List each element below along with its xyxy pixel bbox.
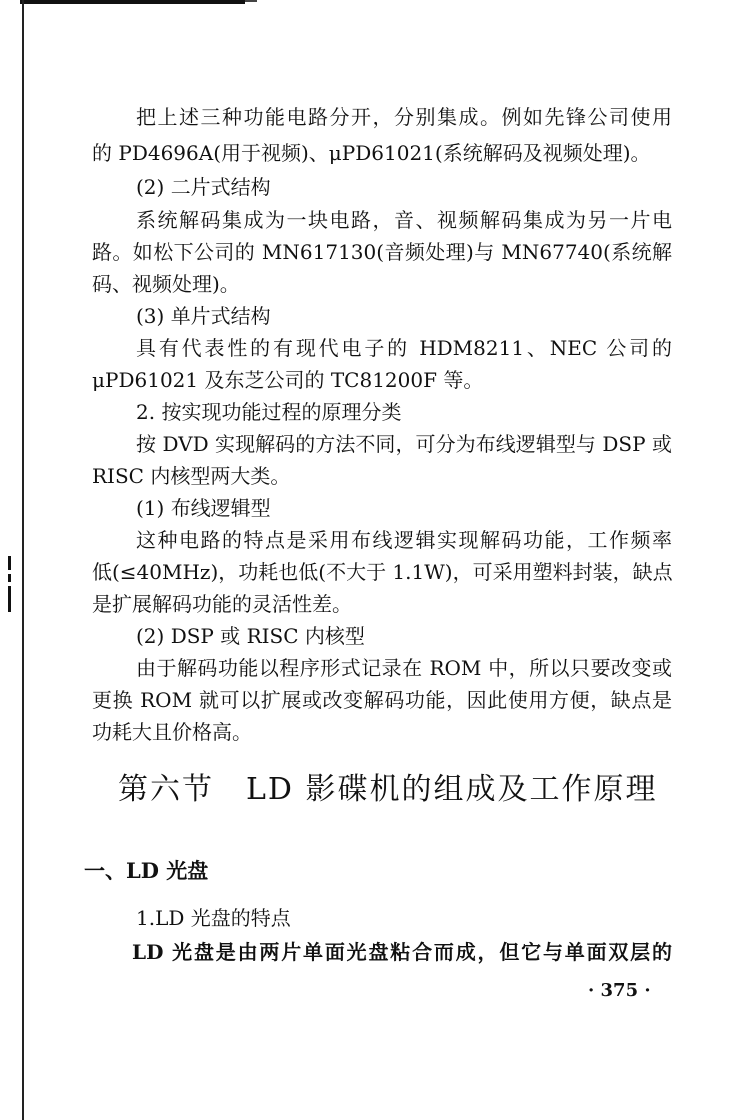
paragraph-line: (3) 单片式结构	[136, 304, 271, 328]
paragraph-line: 码、视频处理)。	[92, 272, 240, 296]
scan-mark	[8, 574, 11, 582]
paragraph-line: 这种电路的特点是采用布线逻辑实现解码功能，工作频率	[136, 528, 672, 552]
item-heading: 1.LD 光盘的特点	[136, 906, 291, 930]
page-left-edge	[22, 0, 24, 1120]
paragraph-line: 把上述三种功能电路分开，分别集成。例如先锋公司使用	[136, 105, 672, 129]
paragraph-line: 是扩展解码功能的灵活性差。	[92, 592, 352, 616]
section-number: 第六节	[118, 772, 214, 807]
paragraph-line: RISC 内核型两大类。	[92, 464, 291, 488]
paragraph-line: LD 光盘是由两片单面光盘粘合而成，但它与单面双层的	[132, 940, 672, 964]
paragraph-line: (2) DSP 或 RISC 内核型	[136, 624, 365, 648]
paragraph-line: 具有代表性的有现代电子的 HDM8211、NEC 公司的	[136, 336, 672, 360]
paragraph-line: 系统解码集成为一块电路，音、视频解码集成为另一片电	[136, 208, 672, 232]
paragraph-line: 功耗大且价格高。	[92, 720, 252, 744]
scan-top-bar	[20, 0, 245, 4]
subsection-heading: 一、LD 光盘	[84, 858, 209, 883]
page-number: · 375 ·	[588, 980, 651, 1001]
paragraph-line: 更换 ROM 就可以扩展或改变解码功能，因此使用方便，缺点是	[92, 688, 672, 712]
scan-mark	[8, 556, 11, 570]
paragraph-line: μPD61021 及东芝公司的 TC81200F 等。	[92, 368, 484, 392]
scan-mark	[8, 586, 11, 612]
section-title: LD 影碟机的组成及工作原理	[246, 772, 658, 807]
scan-top-bar-tail	[245, 0, 257, 2]
paragraph-line: 由于解码功能以程序形式记录在 ROM 中，所以只要改变或	[136, 656, 672, 680]
paragraph-line: 的 PD4696A(用于视频)、μPD61021(系统解码及视频处理)。	[92, 141, 651, 165]
paragraph-line: (1) 布线逻辑型	[136, 496, 271, 520]
section-heading	[118, 770, 658, 810]
paragraph-line: (2) 二片式结构	[136, 175, 271, 199]
paragraph-line: 低(≤40MHz)，功耗也低(不大于 1.1W)，可采用塑料封装，缺点	[92, 560, 673, 584]
paragraph-line: 按 DVD 实现解码的方法不同，可分为布线逻辑型与 DSP 或	[136, 432, 672, 456]
paragraph-line: 路。如松下公司的 MN617130(音频处理)与 MN67740(系统解	[92, 240, 672, 264]
paragraph-line: 2. 按实现功能过程的原理分类	[136, 400, 402, 424]
